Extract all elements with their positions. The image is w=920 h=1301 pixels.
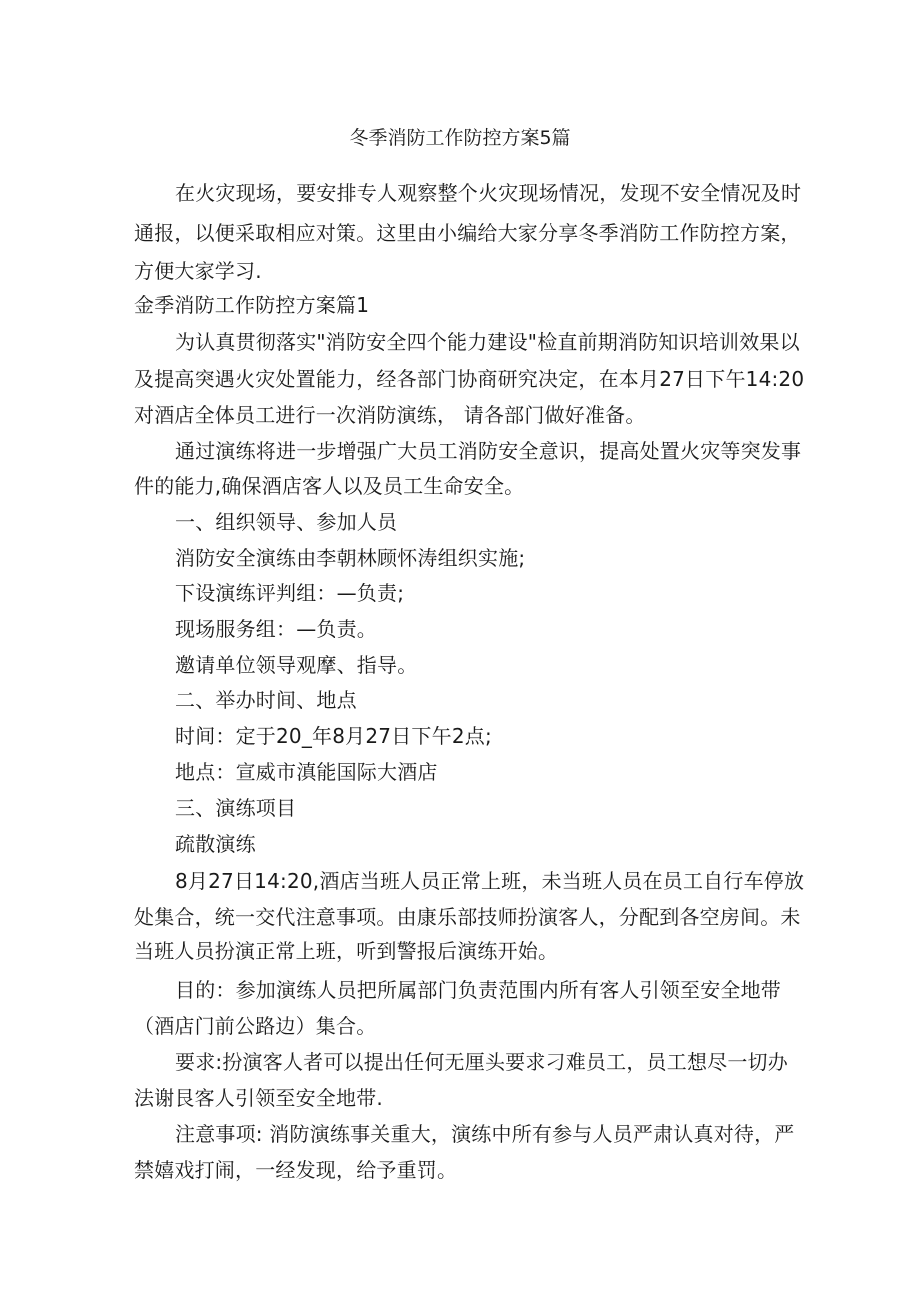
paragraph-line: 方便大家学习. (134, 259, 262, 283)
paragraph-line: 禁嬉戏打闹，一经发现，给予重罚。 (134, 1158, 458, 1182)
paragraph-line: 下设演练评判组：—负责; (175, 581, 405, 605)
document-title: 冬季消防工作防控方案5篇 (349, 127, 571, 149)
paragraph-line: （酒店门前公路边）集合。 (134, 1014, 377, 1038)
paragraph-line: 地点：宣威市滇能国际大酒店 (175, 760, 438, 784)
subsection-heading: 三、演练项目 (175, 796, 297, 820)
paragraph-line: 时间：定于20_年8月27日下午2点; (175, 724, 492, 748)
paragraph-line: 及提高突遇火灾处置能力，经各部门协商研究决定，在本月27日下午14:20 (134, 367, 805, 391)
subsection-heading: 一、组织领导、参加人员 (175, 510, 398, 534)
paragraph-line: 现场服务组：—负责。 (175, 617, 377, 641)
paragraph-line: 通过演练将进一步增强广大员工消防安全意识，提高处置火灾等突发事 (175, 439, 802, 463)
paragraph-line: 处集合，统一交代注意事项。由康乐部技师扮演客人，分配到各空房间。未 (134, 905, 801, 929)
paragraph-line: 对酒店全体员工进行一次消防演练， 请各部门做好准备。 (134, 403, 646, 427)
paragraph-line: 注意事项: 消防演练事关重大，演练中所有参与人员严肃认真对待，严 (175, 1122, 795, 1146)
subsection-heading: 二、举办时间、地点 (175, 688, 357, 712)
paragraph-line: 在火灾现场，要安排专人观察整个火灾现场情况，发现不安全情况及时 (175, 181, 802, 205)
paragraph-line: 消防安全演练由李朝林顾怀涛组织实施; (175, 546, 526, 570)
paragraph-line: 件的能力,确保酒店客人以及员工生命安全。 (134, 474, 525, 498)
paragraph-line: 邀请单位领导观摩、指导。 (175, 653, 418, 677)
paragraph-line: 8月27日14:20,酒店当班人员正常上班，未当班人员在员工自行车停放 (175, 869, 805, 893)
paragraph-line: 为认真贯彻落实"消防安全四个能力建设"检直前期消防知识培训效果以 (175, 330, 800, 354)
paragraph-line: 当班人员扮演正常上班，听到警报后演练开始。 (134, 939, 559, 963)
paragraph-line: 通报，以便采取相应对策。这里由小编给大家分享冬季消防工作防控方案， (134, 221, 801, 245)
paragraph-line: 要求:扮演客人者可以提出任何无厘头要求刁难员工，员工想尽一切办 (175, 1050, 788, 1074)
section-heading: 金季消防工作防控方案篇1 (134, 293, 370, 317)
paragraph-line: 法谢艮客人引领至安全地带. (134, 1086, 383, 1110)
paragraph-line: 目的：参加演练人员把所属部门负责范围内所有客人引领至安全地带 (175, 978, 781, 1002)
paragraph-line: 疏散演练 (175, 832, 256, 856)
